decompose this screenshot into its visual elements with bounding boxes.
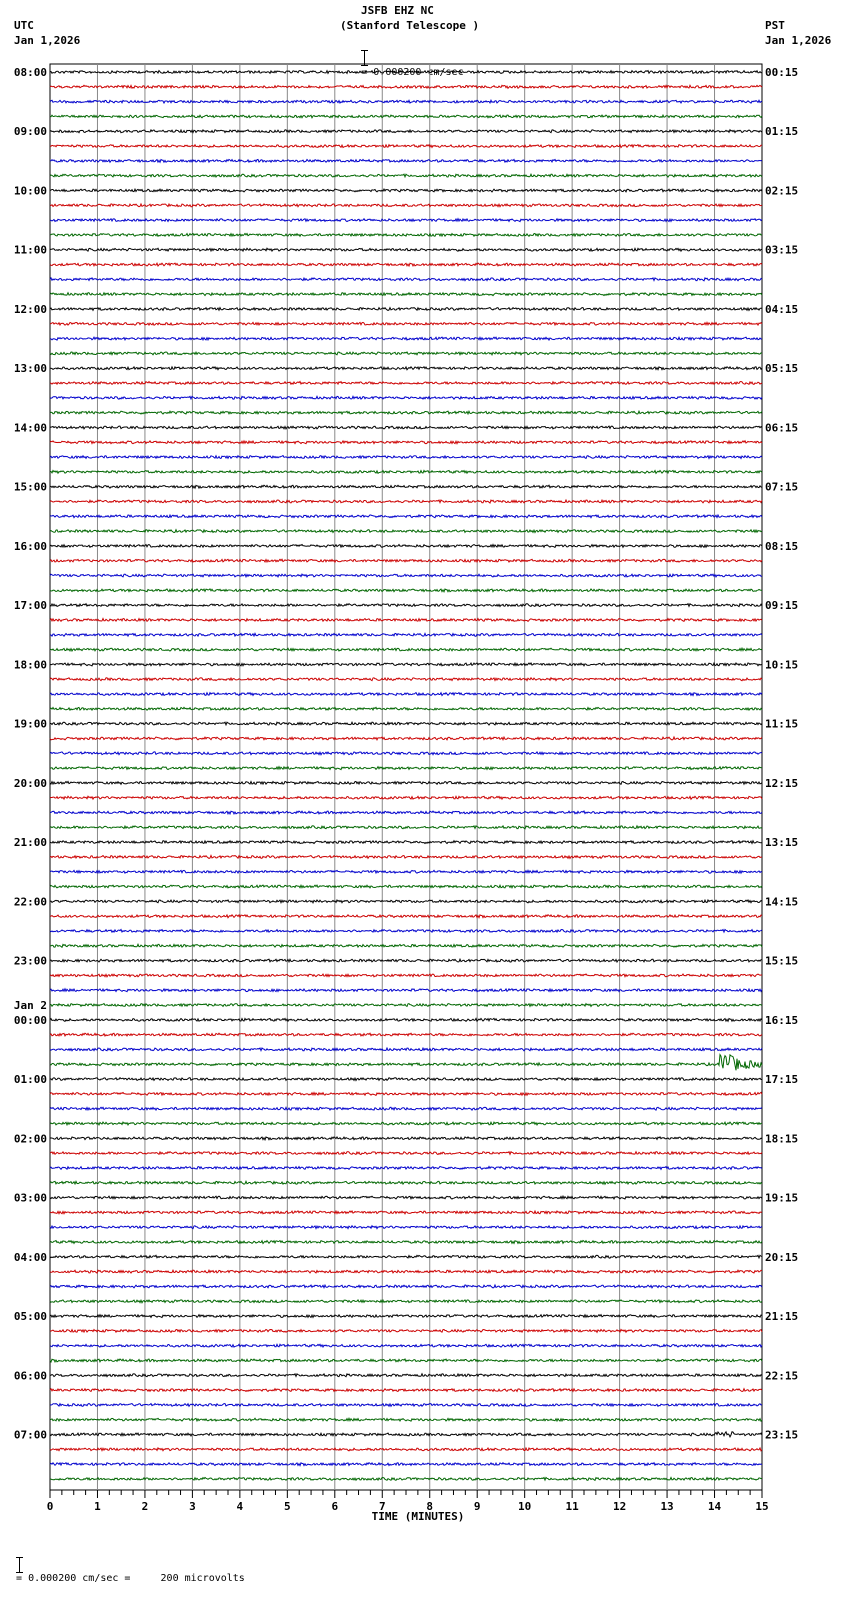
trace-line	[50, 1374, 762, 1377]
trace-line	[50, 426, 762, 429]
utc-zone-label: UTC	[14, 19, 34, 32]
trace-line	[50, 974, 762, 977]
trace-line	[50, 278, 762, 281]
trace-line	[50, 263, 762, 266]
trace-line	[50, 1359, 762, 1362]
trace-line	[50, 159, 762, 162]
trace-line	[50, 71, 762, 74]
utc-hour-label: 11:00	[13, 243, 47, 257]
utc-hour-label: 04:00	[13, 1250, 47, 1264]
trace-line	[50, 1478, 762, 1481]
utc-hour-label: 00:00	[13, 1013, 47, 1027]
trace-line	[50, 1167, 762, 1170]
pst-hour-label: 01:15	[765, 125, 799, 139]
trace-line	[50, 411, 762, 414]
utc-hour-label: 08:00	[13, 66, 47, 79]
footer-scale-text: = 0.000200 cm/sec = 200 microvolts	[16, 1573, 245, 1584]
trace-line	[50, 604, 762, 607]
utc-hour-label: 20:00	[13, 776, 47, 790]
x-axis-title: TIME (MINUTES)	[371, 1510, 465, 1523]
pst-hour-label: 12:15	[765, 776, 799, 790]
trace-line	[50, 1418, 762, 1421]
trace-line	[50, 367, 762, 370]
trace-line	[50, 648, 762, 651]
trace-line	[50, 1270, 762, 1273]
pst-hour-label: 14:15	[765, 895, 799, 909]
trace-line	[50, 1107, 762, 1110]
trace-line	[50, 574, 762, 577]
trace-line	[50, 308, 762, 311]
pst-hour-label: 02:15	[765, 184, 799, 198]
trace-line	[50, 174, 762, 177]
utc-hour-label: 09:00	[13, 125, 47, 139]
utc-hour-label: 05:00	[13, 1310, 47, 1324]
trace-line	[50, 219, 762, 222]
pst-hour-label: 13:15	[765, 836, 799, 850]
pst-hour-label: 22:15	[765, 1369, 799, 1383]
trace-line	[50, 989, 762, 992]
pst-hour-label: 23:15	[765, 1428, 799, 1442]
trace-line	[50, 1404, 762, 1407]
trace-line	[50, 619, 762, 622]
pst-hour-label: 08:15	[765, 539, 799, 553]
trace-line	[50, 145, 762, 148]
trace-line	[50, 485, 762, 488]
trace-line	[50, 1211, 762, 1214]
pst-hour-label: 03:15	[765, 243, 799, 257]
location-subtitle: (Stanford Telescope )	[340, 19, 480, 32]
trace-line	[50, 396, 762, 399]
pst-hour-label: 20:15	[765, 1250, 799, 1264]
x-tick-label: 9	[473, 1500, 481, 1513]
trace-line	[50, 204, 762, 207]
trace-line	[50, 885, 762, 888]
trace-line	[50, 1344, 762, 1347]
trace-line	[50, 85, 762, 88]
utc-hour-label: 17:00	[13, 599, 47, 613]
utc-hour-label: 19:00	[13, 717, 47, 731]
x-tick-label: 4	[236, 1500, 244, 1513]
trace-line	[50, 693, 762, 696]
x-tick-label: 6	[331, 1500, 339, 1513]
trace-line	[50, 352, 762, 355]
pst-date-label: Jan 1,2026	[765, 34, 832, 47]
pst-hour-label: 07:15	[765, 480, 799, 494]
trace-line	[50, 811, 762, 814]
trace-line	[50, 900, 762, 903]
footer-scale-bar-icon	[16, 1557, 23, 1573]
trace-line	[50, 322, 762, 325]
trace-line	[50, 589, 762, 592]
trace-line	[50, 130, 762, 133]
trace-line	[50, 722, 762, 725]
trace-line	[50, 1196, 762, 1199]
trace-line	[50, 293, 762, 296]
utc-hour-label: 22:00	[13, 895, 47, 909]
trace-line	[50, 515, 762, 518]
date-change-label: Jan 2	[13, 998, 47, 1012]
pst-hour-label: 06:15	[765, 421, 799, 435]
x-tick-label: 13	[660, 1500, 674, 1513]
trace-line	[50, 707, 762, 710]
trace-line	[50, 1241, 762, 1244]
trace-line	[50, 915, 762, 918]
trace-line	[50, 234, 762, 237]
trace-line	[50, 1078, 762, 1081]
trace-line	[50, 1181, 762, 1184]
trace-line	[50, 870, 762, 873]
pst-hour-label: 21:15	[765, 1310, 799, 1324]
trace-line	[50, 959, 762, 962]
trace-line	[50, 530, 762, 533]
trace-line	[50, 1448, 762, 1451]
trace-line	[50, 1226, 762, 1229]
trace-line	[50, 752, 762, 755]
utc-hour-label: 02:00	[13, 1132, 47, 1146]
trace-line	[50, 115, 762, 118]
trace-line	[50, 100, 762, 103]
x-tick-label: 5	[284, 1500, 291, 1513]
pst-hour-label: 18:15	[765, 1132, 799, 1146]
utc-hour-label: 10:00	[13, 184, 47, 198]
pst-hour-label: 09:15	[765, 599, 799, 613]
pst-zone-label: PST	[765, 19, 785, 32]
x-tick-label: 0	[46, 1500, 54, 1513]
trace-line	[50, 944, 762, 947]
footer-scale-note	[4, 1545, 245, 1585]
trace-line	[50, 441, 762, 444]
pst-hour-label: 05:15	[765, 362, 799, 376]
utc-hour-label: 16:00	[13, 539, 47, 553]
trace-line	[50, 826, 762, 829]
utc-hour-label: 03:00	[13, 1191, 47, 1205]
trace-line	[50, 337, 762, 340]
utc-hour-label: 07:00	[13, 1428, 47, 1442]
trace-line	[50, 382, 762, 385]
x-tick-label: 8	[426, 1500, 434, 1513]
trace-line	[50, 767, 762, 770]
x-tick-label: 11	[565, 1500, 579, 1513]
pst-hour-label: 00:15	[765, 66, 799, 79]
utc-hour-label: 18:00	[13, 658, 47, 672]
trace-line	[50, 1389, 762, 1392]
trace-line	[50, 663, 762, 666]
x-tick-label: 3	[189, 1500, 196, 1513]
trace-line	[50, 1018, 762, 1021]
x-tick-label: 10	[518, 1500, 532, 1513]
trace-line	[50, 737, 762, 740]
utc-hour-label: 12:00	[13, 302, 47, 316]
pst-hour-label: 19:15	[765, 1191, 799, 1205]
x-tick-label: 15	[755, 1500, 769, 1513]
trace-line	[50, 1463, 762, 1466]
trace-line	[50, 633, 762, 636]
trace-line	[50, 1315, 762, 1318]
trace-line	[50, 1255, 762, 1258]
x-tick-label: 7	[378, 1500, 386, 1513]
utc-hour-label: 23:00	[13, 954, 47, 968]
utc-hour-label: 01:00	[13, 1073, 47, 1087]
trace-line	[50, 471, 762, 474]
trace-line	[50, 500, 762, 503]
utc-date-label: Jan 1,2026	[14, 34, 81, 47]
utc-hour-label: 13:00	[13, 362, 47, 376]
trace-line	[50, 189, 762, 192]
trace-line	[50, 1152, 762, 1155]
utc-hour-label: 06:00	[13, 1369, 47, 1383]
trace-line	[50, 1033, 762, 1036]
pst-hour-label: 16:15	[765, 1013, 799, 1027]
trace-line	[50, 248, 762, 251]
pst-hour-label: 17:15	[765, 1073, 799, 1087]
trace-line	[50, 456, 762, 459]
utc-hour-label: 15:00	[13, 480, 47, 494]
pst-hour-label: 11:15	[765, 717, 799, 731]
x-tick-label: 14	[707, 1500, 722, 1513]
trace-line	[50, 559, 762, 562]
trace-line	[50, 1122, 762, 1125]
x-tick-label: 1	[94, 1500, 101, 1513]
pst-hour-label: 15:15	[765, 954, 799, 968]
trace-line	[50, 1055, 762, 1071]
x-tick-label: 12	[612, 1500, 627, 1513]
station-title: JSFB EHZ NC	[361, 4, 434, 17]
pst-hour-label: 10:15	[765, 658, 799, 672]
scale-text: = 0.000200 cm/sec	[361, 67, 464, 78]
trace-line	[50, 1432, 762, 1437]
trace-line	[50, 1285, 762, 1288]
trace-line	[50, 930, 762, 933]
trace-line	[50, 1329, 762, 1332]
trace-line	[50, 841, 762, 844]
utc-hour-label: 14:00	[13, 421, 47, 435]
trace-line	[50, 1137, 762, 1140]
utc-hour-label: 21:00	[13, 836, 47, 850]
trace-line	[50, 782, 762, 785]
trace-line	[50, 545, 762, 548]
trace-line	[50, 678, 762, 681]
pst-hour-label: 04:15	[765, 302, 799, 316]
trace-line	[50, 1004, 762, 1007]
trace-line	[50, 1092, 762, 1095]
trace-line	[50, 856, 762, 859]
trace-line	[50, 796, 762, 799]
x-tick-label: 2	[141, 1500, 149, 1513]
trace-line	[50, 1048, 762, 1051]
trace-line	[50, 1300, 762, 1303]
